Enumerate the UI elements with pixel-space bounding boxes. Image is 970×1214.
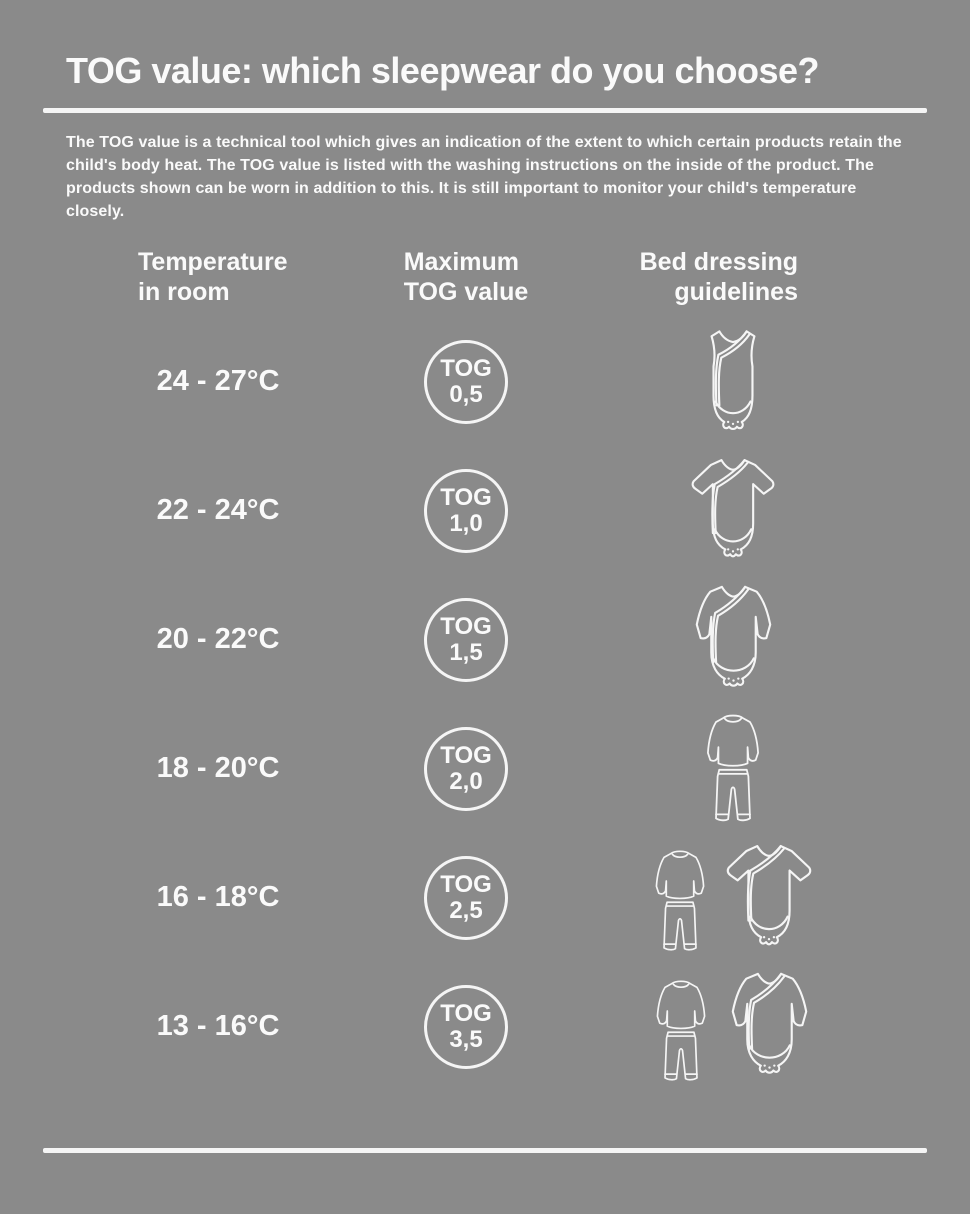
column-header-temperature-line1: Temperature bbox=[138, 248, 288, 276]
tog-value-badge bbox=[424, 727, 508, 811]
table-row bbox=[120, 575, 850, 704]
tog-label: TOG bbox=[440, 354, 492, 382]
temperature-range: 20 - 22°C bbox=[156, 623, 280, 655]
column-header-bed-dressing-line1: Bed dressing bbox=[639, 248, 798, 276]
column-header-temperature bbox=[120, 247, 316, 307]
tog-label: TOG bbox=[440, 870, 492, 898]
sleeveless-bodysuit-icon bbox=[696, 327, 770, 437]
pajamas-icon bbox=[699, 713, 767, 825]
tog-value: 1,0 bbox=[449, 509, 483, 537]
column-header-tog-line2: TOG value bbox=[403, 278, 529, 306]
tog-value: 3,5 bbox=[449, 1025, 483, 1053]
tog-value-badge bbox=[424, 598, 508, 682]
table-row bbox=[120, 962, 850, 1091]
table-row bbox=[120, 317, 850, 446]
table-row bbox=[120, 704, 850, 833]
table-header bbox=[120, 247, 850, 307]
temperature-range: 18 - 20°C bbox=[156, 752, 280, 784]
tog-value-badge bbox=[424, 856, 508, 940]
table-row bbox=[120, 833, 850, 962]
pajamas-icon bbox=[648, 849, 712, 954]
temperature-range: 16 - 18°C bbox=[156, 881, 280, 913]
pajamas-icon bbox=[649, 979, 713, 1084]
tog-table bbox=[120, 317, 850, 1091]
tog-label: TOG bbox=[440, 483, 492, 511]
table-row bbox=[120, 446, 850, 575]
long-sleeve-bodysuit-icon bbox=[721, 970, 818, 1084]
tog-value: 2,5 bbox=[449, 896, 483, 924]
tog-value: 2,0 bbox=[449, 767, 483, 795]
page-title: TOG value: which sleepwear do you choose? bbox=[66, 50, 820, 91]
tog-label: TOG bbox=[440, 741, 492, 769]
tog-value-badge bbox=[424, 985, 508, 1069]
temperature-range: 24 - 27°C bbox=[156, 365, 280, 397]
bed-dressing-icons bbox=[616, 970, 850, 1084]
temperature-range: 13 - 16°C bbox=[156, 1010, 280, 1042]
tog-value-badge bbox=[424, 340, 508, 424]
tog-value-badge bbox=[424, 469, 508, 553]
column-header-bed-dressing bbox=[616, 247, 850, 307]
bed-dressing-icons bbox=[616, 583, 850, 697]
short-sleeve-bodysuit-icon bbox=[685, 456, 781, 566]
long-sleeve-bodysuit-icon bbox=[685, 583, 782, 697]
tog-value: 0,5 bbox=[449, 380, 483, 408]
divider-top bbox=[43, 108, 927, 113]
bed-dressing-icons bbox=[616, 842, 850, 954]
column-header-bed-dressing-line2: guidelines bbox=[674, 278, 798, 306]
tog-value: 1,5 bbox=[449, 638, 483, 666]
bed-dressing-icons bbox=[616, 456, 850, 566]
temperature-range: 22 - 24°C bbox=[156, 494, 280, 526]
column-header-tog-line1: Maximum bbox=[403, 248, 520, 276]
column-header-tog bbox=[404, 247, 529, 307]
bed-dressing-icons bbox=[616, 327, 850, 437]
intro-text: The TOG value is a technical tool which gives an indication of the extent to which certain products retain the child's body heat. The TOG value is listed with the washing instructions on the inside of the product. The products shown can be worn in addition to this. It is still important to monitor your child's temperature closely. bbox=[66, 134, 902, 220]
column-header-temperature-line2: in room bbox=[138, 278, 230, 306]
divider-bottom bbox=[43, 1148, 927, 1153]
short-sleeve-bodysuit-icon bbox=[720, 842, 818, 954]
tog-label: TOG bbox=[440, 612, 492, 640]
tog-label: TOG bbox=[440, 999, 492, 1027]
bed-dressing-icons bbox=[616, 713, 850, 825]
